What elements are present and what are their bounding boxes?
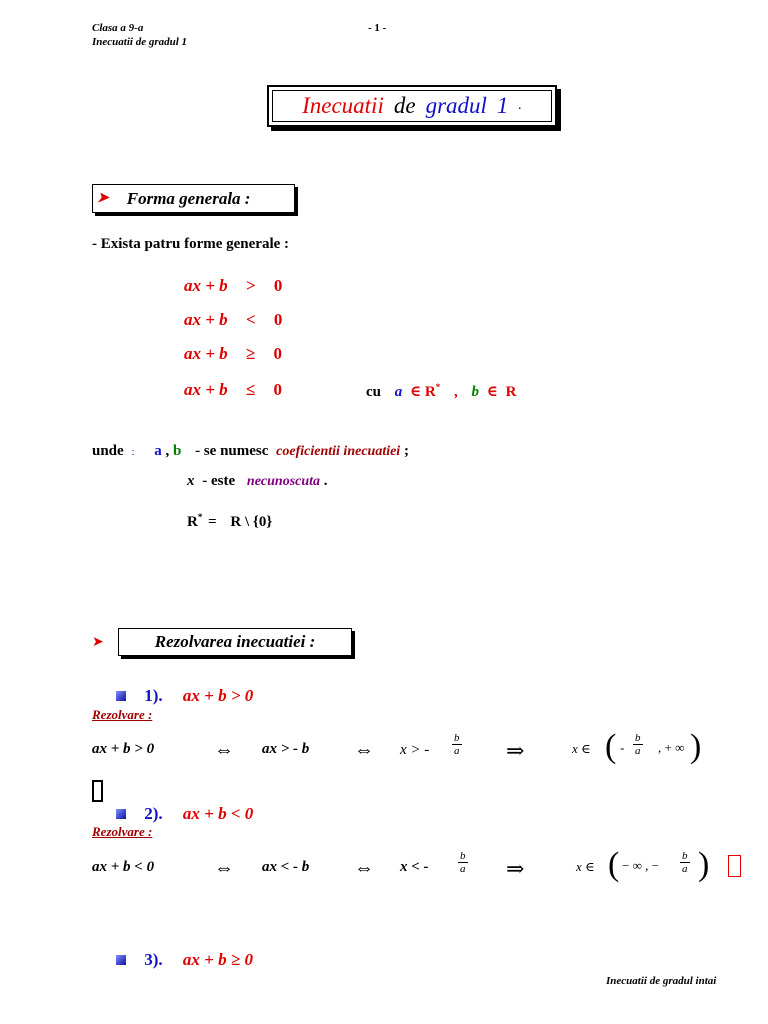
page-title-box (267, 85, 557, 127)
rstar-definition (187, 512, 272, 531)
unde-comma: , (165, 443, 170, 459)
case-2-sol-frac-num: b (682, 850, 688, 862)
title-word-de: de (393, 93, 416, 118)
case-2-equiv-2: ⇔ (354, 857, 374, 879)
square-bullet-icon (116, 691, 126, 701)
case-2-title (116, 804, 253, 824)
form-2-rhs: 0 (273, 310, 283, 329)
case-2-inequality: ax + b < 0 (182, 804, 254, 823)
cond-comma: , (453, 384, 458, 400)
form-2 (184, 310, 282, 330)
case-2-step-1: ax + b < 0 (92, 859, 155, 875)
case-1-fraction (452, 732, 462, 757)
section1-intro: - Exista patru forme generale : (92, 236, 290, 252)
rstar-eq: = (208, 514, 217, 530)
form-2-op: < (245, 310, 256, 329)
case-1-number: 1). (144, 686, 163, 705)
unde-term: coeficientii inecuatiei (276, 444, 401, 459)
unde-a: a (154, 443, 162, 459)
case-1-inequality: ax + b > 0 (182, 686, 254, 705)
footer-text: Inecuatii de gradul intai (606, 975, 717, 987)
case-1-solution-line (92, 728, 712, 770)
case-2-fraction (458, 850, 468, 875)
case-1-step-1: ax + b > 0 (92, 741, 155, 757)
case-2-frac-num: b (460, 850, 466, 862)
unde-colon: : (131, 446, 135, 458)
case-1-paren-left: ( (605, 728, 617, 765)
form-2-lhs: ax + b (184, 310, 228, 329)
form-1-rhs: 0 (273, 276, 283, 295)
case-2-solution-x: x ∈ (576, 859, 595, 874)
section2-arrow-icon: ➤ (92, 635, 104, 650)
form-4-rhs: 0 (273, 380, 283, 399)
case-2-frac-den: a (460, 863, 466, 875)
case-1-step-3: x > - (400, 742, 430, 758)
case-1-equiv-1: ⇔ (214, 739, 234, 761)
arrow-bullet-icon: ➤ (97, 191, 109, 206)
case-2-rezolvare: Rezolvare : (92, 824, 153, 839)
placeholder-box-icon (92, 780, 103, 802)
case-2-implies: ⇒ (506, 856, 525, 881)
header-class-label: Clasa a 9-a (92, 22, 144, 34)
case-2-paren-left: ( (608, 846, 620, 883)
cond-in-1: ∈ (410, 384, 422, 400)
form-1 (184, 276, 282, 296)
case-2-sol-left: − ∞ , − (622, 858, 659, 873)
case-2-number: 2). (144, 804, 163, 823)
section2-heading-text: Rezolvarea inecuatiei : (154, 632, 316, 651)
x-line (187, 473, 328, 490)
case-2-sol-frac-den: a (682, 863, 688, 875)
case-1-frac-num: b (454, 732, 460, 744)
coefficient-condition (366, 382, 516, 401)
unde-b: b (173, 443, 182, 459)
case-2-solution-line (92, 846, 752, 888)
unde-text: - se numesc (195, 443, 269, 459)
case-1-sol-right: , + ∞ (658, 740, 685, 755)
cond-a: a (394, 384, 403, 400)
form-3-op: ≥ (245, 344, 256, 363)
title-word-inecuatii: Inecuatii (302, 93, 384, 118)
cond-cu: cu (366, 384, 381, 400)
case-1-paren-right: ) (690, 728, 702, 765)
case-1-step-2: ax > - b (262, 741, 310, 757)
form-4 (184, 380, 282, 400)
case-2-equiv-1: ⇔ (214, 857, 234, 879)
case-1-sol-frac-num: b (635, 732, 641, 744)
case-3-title (116, 950, 253, 970)
cond-in-2: ∈ (486, 384, 498, 400)
form-1-lhs: ax + b (184, 276, 228, 295)
form-3-rhs: 0 (273, 344, 283, 363)
title-word-one: 1 (496, 93, 509, 118)
rstar-rhs: R \ {0} (230, 514, 273, 530)
case-1-sol-fraction (633, 732, 643, 757)
unde-end: ; (403, 443, 409, 459)
cond-b: b (471, 384, 479, 400)
form-4-op: ≤ (245, 380, 256, 399)
form-4-lhs: ax + b (184, 380, 228, 399)
case-1-rezolvare: Rezolvare : (92, 707, 153, 722)
form-3-lhs: ax + b (184, 344, 228, 363)
case-2-sol-fraction (680, 850, 690, 875)
case-1-sol-left: - (620, 740, 625, 755)
rstar-r: R (187, 514, 198, 530)
case-2-step-2: ax < - b (262, 859, 310, 875)
case-1-title (116, 686, 253, 706)
case-1-implies: ⇒ (506, 738, 525, 763)
case-1-equiv-2: ⇔ (354, 739, 374, 761)
cond-r-1: R (424, 384, 436, 400)
rstar-star: * (197, 512, 203, 522)
cond-star: * (435, 382, 441, 392)
square-bullet-icon (116, 809, 126, 819)
x-variable: x (187, 473, 195, 489)
missing-glyph-icon (728, 855, 741, 877)
title-dot: . (518, 98, 522, 113)
unde-line (92, 443, 409, 460)
case-1-solution-x: x ∈ (572, 741, 591, 756)
form-3 (184, 344, 282, 364)
case-2-paren-right: ) (698, 846, 710, 883)
header-subject: Inecuatii de gradul 1 (92, 36, 188, 48)
unde-label: unde (92, 443, 124, 459)
square-bullet-icon (116, 955, 126, 965)
header-page-number: - 1 - (368, 22, 387, 34)
x-line-term: necunoscuta (246, 474, 321, 489)
case-3-number: 3). (144, 950, 163, 969)
case-2-step-3: x < - (400, 859, 429, 875)
case-1-sol-frac-den: a (635, 745, 641, 757)
section1-heading-text: Forma generala : (126, 188, 251, 208)
title-word-gradul: gradul (425, 93, 487, 118)
case-1-frac-den: a (454, 745, 460, 757)
cond-r-2: R (505, 384, 517, 400)
x-line-text: - este (202, 473, 236, 489)
x-line-end: . (323, 473, 328, 489)
form-1-op: > (245, 276, 256, 295)
case-3-inequality: ax + b ≥ 0 (182, 950, 253, 969)
section-heading-rezolvarea (118, 628, 352, 656)
section-heading-forma-generala (92, 184, 295, 213)
